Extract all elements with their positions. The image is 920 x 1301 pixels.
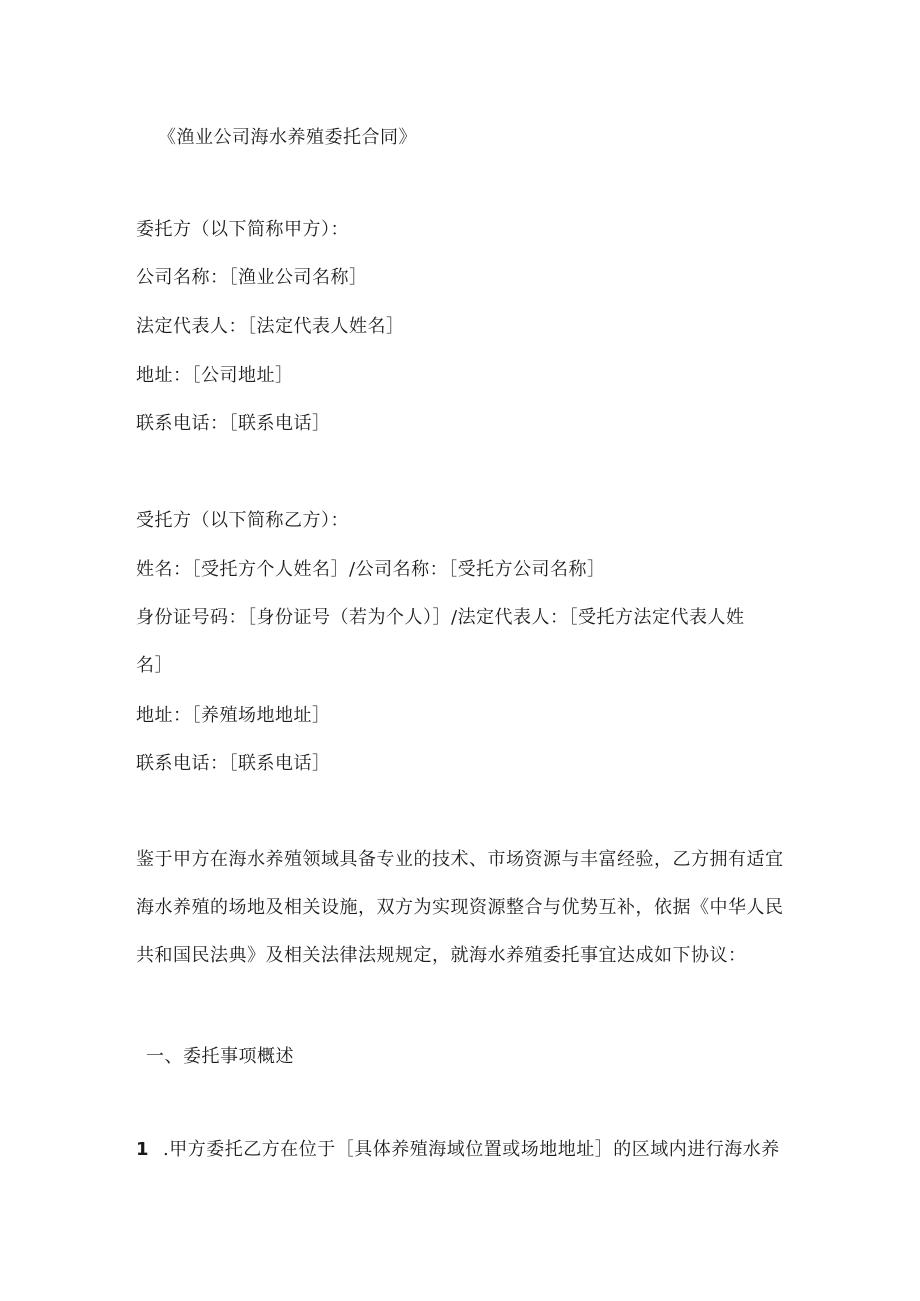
party-a-phone: 联系电话：［联系电话］ <box>136 413 331 434</box>
preamble-line-3: 共和国民法典》及相关法律法规规定，就海水养殖委托事宜达成如下协议： <box>136 945 747 966</box>
item-text: .甲方委托乙方在位于［具体养殖海域位置或场地地址］的区域内进行海水养 <box>163 1139 780 1160</box>
party-a-address: 地址：［公司地址］ <box>136 365 294 386</box>
section-1-item-1 <box>136 1138 780 1162</box>
party-b-header: 受托方（以下简称乙方）： <box>136 510 349 531</box>
party-a-company: 公司名称：［渔业公司名称］ <box>136 267 368 288</box>
party-b-name: 姓名：［受托方个人姓名］/公司名称：［受托方公司名称］ <box>136 559 606 580</box>
preamble-line-2: 海水养殖的场地及相关设施，双方为实现资源整合与优势互补，依据《中华人民 <box>136 897 784 918</box>
preamble-line-1: 鉴于甲方在海水养殖领域具备专业的技术、市场资源与丰富经验，乙方拥有适宜 <box>136 849 784 870</box>
party-a-legal-rep: 法定代表人：［法定代表人姓名］ <box>136 316 405 337</box>
party-b-phone: 联系电话：［联系电话］ <box>136 753 331 774</box>
party-b-id-line-1: 身份证号码：［身份证号（若为个人）］/法定代表人：［受托方法定代表人姓 <box>136 607 745 628</box>
section-1-heading: 一、委托事项概述 <box>146 1046 294 1067</box>
item-number: 1 <box>136 1139 150 1160</box>
party-b-address: 地址：［养殖场地地址］ <box>136 705 331 726</box>
contract-title: 《渔业公司海水养殖委托合同》 <box>158 127 417 148</box>
party-a-header: 委托方（以下简称甲方）： <box>136 219 349 240</box>
party-b-id-line-2: 名］ <box>136 655 173 676</box>
